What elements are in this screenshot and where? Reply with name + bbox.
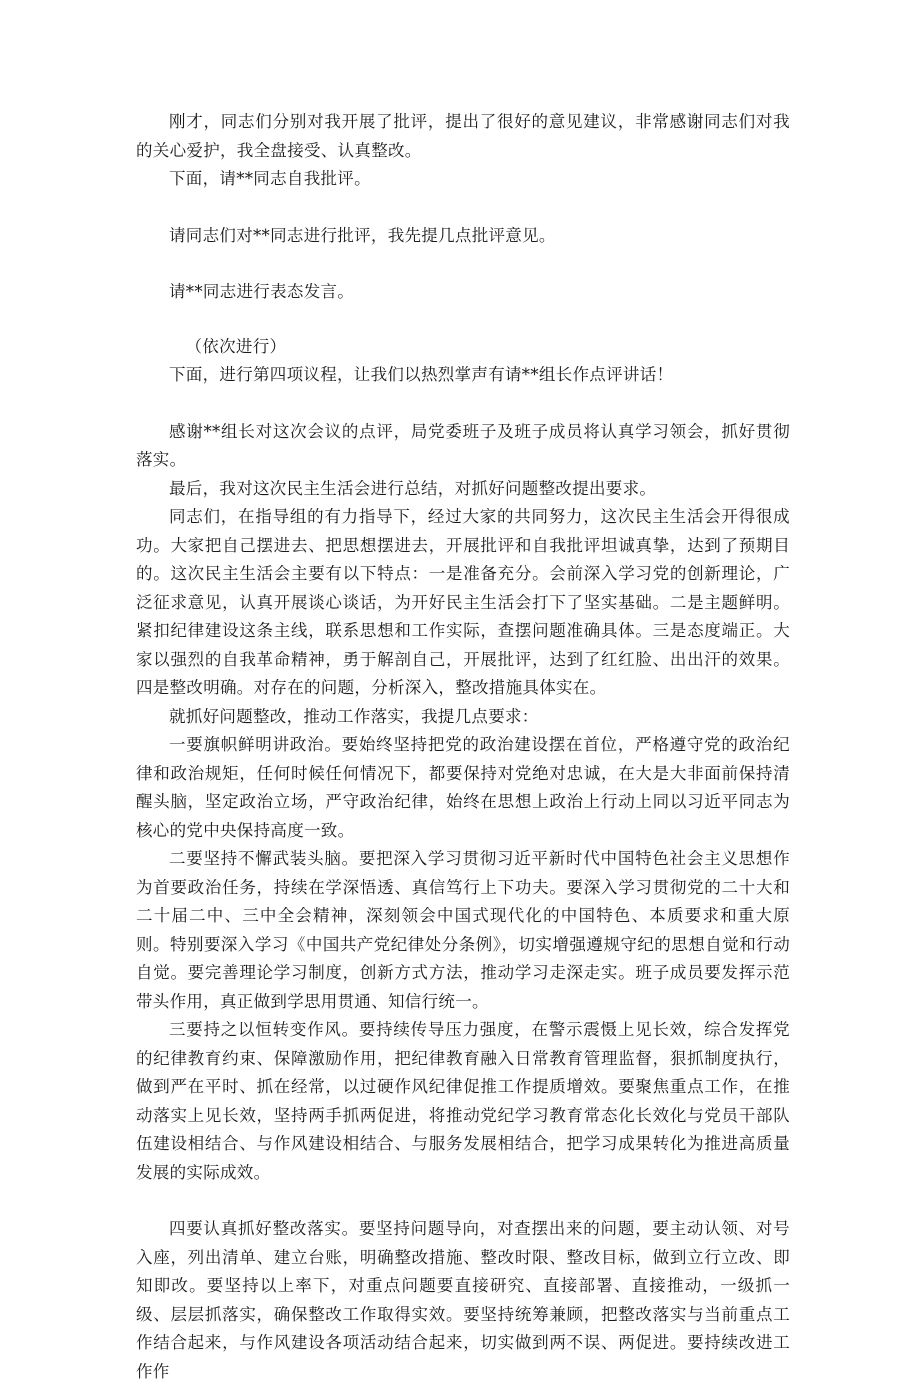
paragraph-1: 刚才，同志们分别对我开展了批评，提出了很好的意见建议，非常感谢同志们对我的关心爱护，我全盘接受、认真整改。: [136, 112, 790, 160]
paragraph-13: 三要持之以恒转变作风。要持续传导压力强度，在警示震慑上见长效，综合发挥党的纪律教育约束、保障激励作用，把纪律教育融入日常教育管理监督，狠抓制度执行，做到严在平时、抓在经常，以过硬作风纪律促推工作提质增效。要聚焦重点工作，在推动落实上见长效，坚持两手抓两促进，将推动党纪学习教育常态化长效化与党员干部队伍建设相结合、与作风建设相结合、与服务发展相结合，把学习成果转化为推进高质量发展的实际成效。: [136, 1020, 790, 1182]
paragraph-9: 同志们，在指导组的有力指导下，经过大家的共同努力，这次民主生活会开得很成功。大家把自己摆进去、把思想摆进去，开展批评和自我批评坦诚真挚，达到了预期目的。这次民主生活会主要有以下特点：一是准备充分。会前深入学习党的创新理论，广泛征求意见，认真开展谈心谈话，为开好民主生活会打下了坚实基础。二是主题鲜明。紧扣纪律建设这条主线，联系思想和工作实际，查摆问题准确具体。三是态度端正。大家以强烈的自我革命精神，勇于解剖自己，开展批评，达到了红红脸、出出汗的效果。四是整改明确。对存在的问题，分析深入，整改措施具体实在。: [136, 507, 790, 697]
paragraph-3: 请同志们对**同志进行批评，我先提几点批评意见。: [169, 225, 556, 245]
paragraph-7: 感谢**组长对这次会议的点评，局党委班子及班子成员将认真学习领会，抓好贯彻落实。: [136, 421, 790, 469]
paragraph-4: 请**同志进行表态发言。: [169, 282, 355, 301]
paragraph-14: 四要认真抓好整改落实。要坚持问题导向，对查摆出来的问题，要主动认领、对号入座，列出清单、建立台账，明确整改措施、整改时限、整改目标，做到立行立改、即知即改。要坚持以上率下，对重点问题要直接研究、直接部署、直接推动，一级抓一级、层层抓落实，确保整改工作取得实效。要坚持统筹兼顾，把整改落实与当前重点工作结合起来，与作风建设各项活动结合起来，切实做到两不误、两促进。要持续改进工作作: [136, 1219, 790, 1381]
paragraph-2: 下面，请**同志自我批评。: [169, 169, 371, 188]
paragraph-6: 下面，进行第四项议程，让我们以热烈掌声有请**组长作点评讲话！: [169, 365, 674, 384]
paragraph-12: 二要坚持不懈武装头脑。要把深入学习贯彻习近平新时代中国特色社会主义思想作为首要政治任务，持续在学深悟透、真信笃行上下功夫。要深入学习贯彻党的二十大和二十届二中、三中全会精神，深刻领会中国式现代化的中国特色、本质要求和重大原则。特别要深入学习《中国共产党纪律处分条例》，切实增强遵规守纪的思想自觉和行动自觉。要完善理论学习制度，创新方式方法，推动学习走深走实。班子成员要发挥示范带头作用，真正做到学思用贯通、知信行统一。: [136, 849, 790, 1011]
paragraph-8: 最后，我对这次民主生活会进行总结，对抓好问题整改提出要求。: [169, 478, 657, 498]
document-body: [136, 108, 790, 1386]
paragraph-11: 一要旗帜鲜明讲政治。要始终坚持把党的政治建设摆在首位，严格遵守党的政治纪律和政治规矩，任何时候任何情况下，都要保持对党绝对忠诚，在大是大非面前保持清醒头脑，坚定政治立场，严守政治纪律，始终在思想上政治上行动上同以习近平同志为核心的党中央保持高度一致。: [136, 735, 790, 840]
paragraph-10: 就抓好问题整改，推动工作落实，我提几点要求：: [169, 706, 539, 726]
paragraph-5: （依次进行）: [185, 336, 287, 356]
